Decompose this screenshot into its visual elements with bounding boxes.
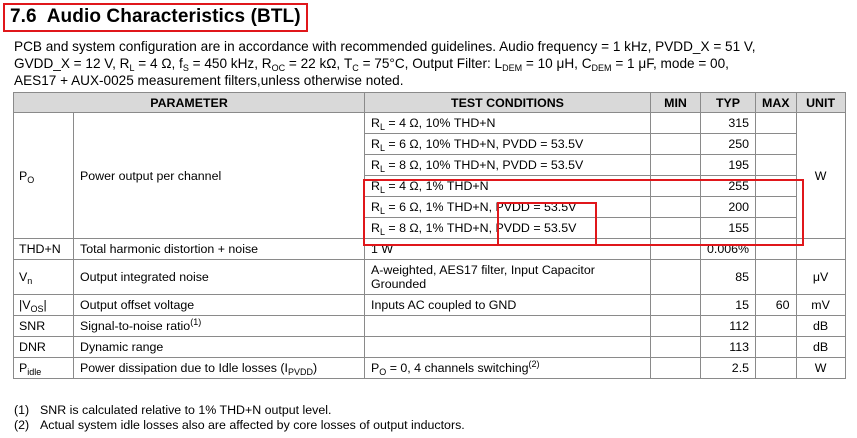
thd-unit bbox=[796, 239, 845, 260]
snr-symbol: SNR bbox=[14, 316, 74, 337]
footnote: (1) SNR is calculated relative to 1% THD+N output level. bbox=[14, 403, 332, 417]
header-parameter: PARAMETER bbox=[14, 93, 365, 113]
table-row bbox=[14, 239, 846, 260]
po-min bbox=[651, 134, 701, 155]
section-title-text: Audio Characteristics (BTL) bbox=[46, 6, 301, 27]
vos-unit: mV bbox=[796, 295, 845, 316]
po-symbol: $P_O$ bbox=[14, 113, 74, 239]
thd-parameter: Total harmonic distortion + noise bbox=[74, 239, 365, 260]
vn-unit: μV bbox=[796, 260, 845, 295]
po-condition: $R_L = 4$ Ω, 1% THD+N bbox=[365, 176, 651, 197]
snr-typ: 112 bbox=[701, 316, 756, 337]
po-condition: $R_L = 4$ Ω, 10% THD+N bbox=[365, 113, 651, 134]
po-typ: 250 bbox=[701, 134, 756, 155]
intro-line-3: AES17 + AUX-0025 measurement filters,unless otherwise noted. bbox=[14, 73, 404, 88]
po-condition: $R_L = 6$ Ω, 10% THD+N, PVDD = 53.5V bbox=[365, 134, 651, 155]
pidle-parameter: Power dissipation due to Idle losses $(I_{PVDD})$ bbox=[74, 358, 365, 379]
po-max bbox=[756, 218, 797, 239]
audio-characteristics-table bbox=[13, 92, 846, 379]
po-min bbox=[651, 155, 701, 176]
po-parameter: Power output per channel bbox=[74, 113, 365, 239]
header-test-conditions: TEST CONDITIONS bbox=[365, 93, 651, 113]
vn-typ: 85 bbox=[701, 260, 756, 295]
vos-max: 60 bbox=[756, 295, 797, 316]
po-max bbox=[756, 113, 797, 134]
table-row bbox=[14, 316, 846, 337]
po-max bbox=[756, 176, 797, 197]
snr-parameter: Signal-to-noise ratio$^{(1)}$ bbox=[74, 316, 365, 337]
po-max bbox=[756, 197, 797, 218]
po-min bbox=[651, 176, 701, 197]
footnotes bbox=[14, 403, 465, 433]
thd-typ: 0.006% bbox=[701, 239, 756, 260]
vn-condition: A-weighted, AES17 filter, Input Capacitor Grounded bbox=[365, 260, 651, 295]
conditions-paragraph bbox=[14, 38, 849, 89]
vos-condition: Inputs AC coupled to GND bbox=[365, 295, 651, 316]
header-unit: UNIT bbox=[796, 93, 845, 113]
table-header-row bbox=[14, 93, 846, 113]
table-row bbox=[14, 358, 846, 379]
po-min bbox=[651, 113, 701, 134]
table-row bbox=[14, 113, 846, 134]
section-title bbox=[10, 6, 301, 28]
pidle-condition: $P_O = 0$, 4 channels switching$^{(2)}$ bbox=[365, 358, 651, 379]
po-condition: $R_L = 6$ Ω, 1% THD+N, PVDD = 53.5V bbox=[365, 197, 651, 218]
pidle-symbol: $P_{idle}$ bbox=[14, 358, 74, 379]
intro-line-2: GVDD_X = 12 V, $R_L = 4$ Ω, $f_S = 450$ kHz, $R_{OC} = 22$ kΩ, $T_C = 75^\circ C$, Output Filter: $L_{DEM} = 10$ μH, $C_{DEM} = 1$ μF, mode = 00, bbox=[14, 56, 729, 73]
po-condition: $R_L = 8$ Ω, 10% THD+N, PVDD = 53.5V bbox=[365, 155, 651, 176]
po-max bbox=[756, 134, 797, 155]
vn-symbol: $V_n$ bbox=[14, 260, 74, 295]
po-typ: 155 bbox=[701, 218, 756, 239]
dnr-typ: 113 bbox=[701, 337, 756, 358]
pidle-typ: 2.5 bbox=[701, 358, 756, 379]
intro-line-1: PCB and system configuration are in accordance with recommended guidelines. Audio frequency = 1 kHz, PVDD_X = 51 V, bbox=[14, 39, 756, 54]
header-typ: TYP bbox=[701, 93, 756, 113]
pidle-unit: W bbox=[796, 358, 845, 379]
po-min bbox=[651, 197, 701, 218]
dnr-symbol: DNR bbox=[14, 337, 74, 358]
thd-symbol: THD+N bbox=[14, 239, 74, 260]
header-min: MIN bbox=[651, 93, 701, 113]
footnote: (2) Actual system idle losses also are affected by core losses of output inductors. bbox=[14, 418, 465, 432]
table-row bbox=[14, 295, 846, 316]
thd-condition: 1 W bbox=[365, 239, 651, 260]
snr-unit: dB bbox=[796, 316, 845, 337]
section-number: 7.6 bbox=[10, 6, 37, 27]
dnr-unit: dB bbox=[796, 337, 845, 358]
po-unit: W bbox=[796, 113, 845, 239]
po-condition: $R_L = 8$ Ω, 1% THD+N, PVDD = 53.5V bbox=[365, 218, 651, 239]
po-typ: 200 bbox=[701, 197, 756, 218]
po-typ: 195 bbox=[701, 155, 756, 176]
table-row bbox=[14, 337, 846, 358]
header-max: MAX bbox=[756, 93, 797, 113]
vos-symbol: $|V_{OS}|$ bbox=[14, 295, 74, 316]
table-row bbox=[14, 260, 846, 295]
snr-condition bbox=[365, 316, 651, 337]
po-max bbox=[756, 155, 797, 176]
dnr-parameter: Dynamic range bbox=[74, 337, 365, 358]
dnr-condition bbox=[365, 337, 651, 358]
vn-parameter: Output integrated noise bbox=[74, 260, 365, 295]
vos-parameter: Output offset voltage bbox=[74, 295, 365, 316]
vos-typ: 15 bbox=[701, 295, 756, 316]
po-typ: 255 bbox=[701, 176, 756, 197]
po-min bbox=[651, 218, 701, 239]
po-typ: 315 bbox=[701, 113, 756, 134]
